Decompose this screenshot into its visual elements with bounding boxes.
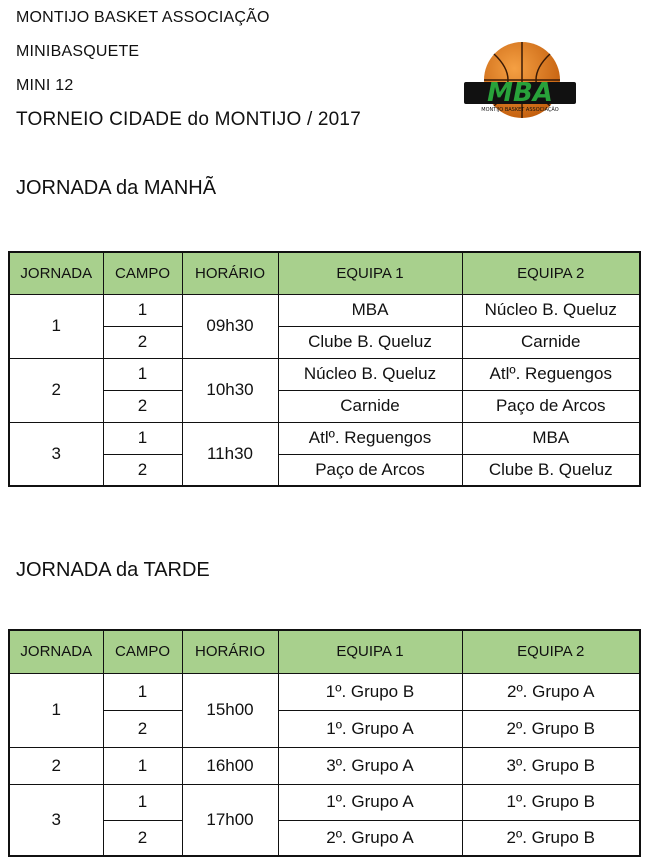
campo-cell: 2 <box>103 454 182 486</box>
campo-cell: 2 <box>103 820 182 856</box>
equipa1-cell: Clube B. Queluz <box>278 326 462 358</box>
horario-cell: 16h00 <box>182 747 278 784</box>
equipa1-cell: Paço de Arcos <box>278 454 462 486</box>
campo-cell: 1 <box>103 294 182 326</box>
campo-cell: 1 <box>103 422 182 454</box>
col-header-campo: CAMPO <box>103 630 182 673</box>
jornada-cell: 2 <box>9 358 103 422</box>
horario-cell: 10h30 <box>182 358 278 422</box>
table-row <box>9 294 640 326</box>
equipa1-cell: 3º. Grupo A <box>278 747 462 784</box>
category: MINIBASQUETE <box>16 43 140 60</box>
table-row <box>9 358 640 390</box>
campo-cell: 2 <box>103 710 182 747</box>
jornada-cell: 3 <box>9 422 103 486</box>
table-row <box>9 747 640 784</box>
equipa1-cell: Núcleo B. Queluz <box>278 358 462 390</box>
col-header-equipa2: EQUIPA 2 <box>462 252 640 294</box>
col-header-jornada: JORNADA <box>9 630 103 673</box>
age-group: MINI 12 <box>16 77 74 94</box>
col-header-campo: CAMPO <box>103 252 182 294</box>
horario-cell: 15h00 <box>182 673 278 747</box>
col-header-equipa1: EQUIPA 1 <box>278 630 462 673</box>
table-row <box>9 820 640 856</box>
jornada-cell: 1 <box>9 294 103 358</box>
jornada-cell: 3 <box>9 784 103 856</box>
equipa2-cell: 2º. Grupo B <box>462 820 640 856</box>
logo-subtext: MONTIJO BASKET ASSOCIAÇÃO <box>481 107 559 113</box>
horario-cell: 17h00 <box>182 784 278 856</box>
equipa1-cell: Atlº. Reguengos <box>278 422 462 454</box>
equipa2-cell: Clube B. Queluz <box>462 454 640 486</box>
equipa1-cell: 1º. Grupo B <box>278 673 462 710</box>
jornada-cell: 1 <box>9 673 103 747</box>
logo-text: MBA <box>487 78 553 108</box>
equipa2-cell: 2º. Grupo A <box>462 673 640 710</box>
equipa2-cell: 2º. Grupo B <box>462 710 640 747</box>
afternoon-schedule-table <box>8 629 641 857</box>
equipa2-cell: 3º. Grupo B <box>462 747 640 784</box>
equipa2-cell: Paço de Arcos <box>462 390 640 422</box>
col-header-equipa2: EQUIPA 2 <box>462 630 640 673</box>
col-header-horario: HORÁRIO <box>182 630 278 673</box>
equipa1-cell: 1º. Grupo A <box>278 710 462 747</box>
campo-cell: 2 <box>103 390 182 422</box>
horario-cell: 11h30 <box>182 422 278 486</box>
org-name: MONTIJO BASKET ASSOCIAÇÃO <box>16 9 270 26</box>
equipa1-cell: Carnide <box>278 390 462 422</box>
campo-cell: 1 <box>103 747 182 784</box>
campo-cell: 1 <box>103 358 182 390</box>
table-row <box>9 326 640 358</box>
campo-cell: 2 <box>103 326 182 358</box>
horario-cell: 09h30 <box>182 294 278 358</box>
col-header-equipa1: EQUIPA 1 <box>278 252 462 294</box>
equipa2-cell: Carnide <box>462 326 640 358</box>
morning-title: JORNADA da MANHÃ <box>16 177 217 199</box>
campo-cell: 1 <box>103 673 182 710</box>
jornada-cell: 2 <box>9 747 103 784</box>
equipa2-cell: Núcleo B. Queluz <box>462 294 640 326</box>
table-row <box>9 673 640 710</box>
tournament-title: TORNEIO CIDADE do MONTIJO / 2017 <box>16 109 361 130</box>
col-header-horario: HORÁRIO <box>182 252 278 294</box>
table-row <box>9 710 640 747</box>
equipa1-cell: 1º. Grupo A <box>278 784 462 820</box>
col-header-jornada: JORNADA <box>9 252 103 294</box>
equipa1-cell: 2º. Grupo A <box>278 820 462 856</box>
equipa2-cell: 1º. Grupo B <box>462 784 640 820</box>
afternoon-title: JORNADA da TARDE <box>16 559 210 581</box>
table-row <box>9 784 640 820</box>
table-row <box>9 454 640 486</box>
morning-schedule-table <box>8 251 641 487</box>
equipa1-cell: MBA <box>278 294 462 326</box>
table-row <box>9 390 640 422</box>
equipa2-cell: Atlº. Reguengos <box>462 358 640 390</box>
mba-logo <box>462 38 578 120</box>
campo-cell: 1 <box>103 784 182 820</box>
equipa2-cell: MBA <box>462 422 640 454</box>
table-row <box>9 422 640 454</box>
